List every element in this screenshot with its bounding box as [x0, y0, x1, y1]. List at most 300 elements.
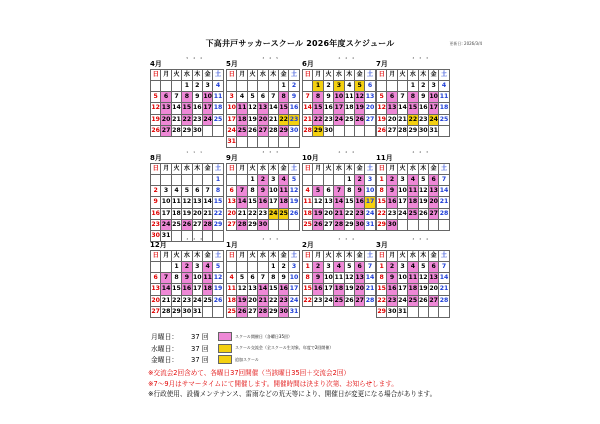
day-cell: 2	[387, 175, 397, 186]
day-cell: 11	[237, 103, 247, 114]
day-cell: 13	[192, 197, 202, 208]
weekday-header: 日	[151, 70, 161, 81]
day-cell: 27	[428, 208, 438, 219]
day-cell: 17	[334, 103, 344, 114]
day-cell: 29	[313, 125, 323, 136]
day-cell: 23	[151, 219, 161, 230]
month-table	[150, 163, 224, 242]
day-cell: 22	[408, 114, 418, 125]
day-cell	[418, 219, 428, 230]
day-cell	[258, 262, 268, 273]
weekday-header: 水	[182, 164, 192, 175]
day-cell: 14	[365, 273, 375, 284]
day-cell: 28	[202, 219, 212, 230]
day-cell: 3	[365, 175, 375, 186]
day-cell: 9	[313, 273, 323, 284]
day-cell: 1	[182, 81, 192, 92]
day-cell	[227, 81, 237, 92]
day-cell: 5	[237, 273, 247, 284]
day-cell: 4	[408, 175, 418, 186]
day-cell: 11	[408, 273, 418, 284]
day-cell: 16	[354, 197, 364, 208]
day-cell: 2	[418, 81, 428, 92]
day-cell: 17	[268, 197, 278, 208]
month-table	[302, 69, 376, 137]
weekday-header: 月	[237, 164, 247, 175]
legend-school-day: スクール開催日（各曜日35回）	[218, 331, 333, 343]
day-cell: 30	[354, 219, 364, 230]
day-cell: 18	[408, 284, 418, 295]
day-cell: 21	[303, 114, 313, 125]
day-cell: 29	[268, 306, 278, 317]
day-cell: 26	[151, 125, 161, 136]
day-cell	[213, 306, 223, 317]
day-cell: 21	[161, 295, 171, 306]
day-cell: 12	[182, 197, 192, 208]
day-cell: 24	[289, 295, 299, 306]
day-cell: 27	[161, 125, 171, 136]
day-cell	[247, 262, 257, 273]
day-cell: 24	[227, 125, 237, 136]
day-cell: 14	[237, 197, 247, 208]
day-cell	[202, 306, 212, 317]
day-cell	[151, 81, 161, 92]
day-cell: 14	[439, 273, 449, 284]
month-table	[302, 250, 376, 307]
day-cell: 17	[161, 208, 171, 219]
day-cell: 6	[428, 175, 438, 186]
day-cell: 10	[323, 273, 333, 284]
weekday-header: 木	[344, 70, 354, 81]
legend-swatch	[218, 344, 232, 353]
day-cell: 9	[278, 273, 288, 284]
day-cell: 11	[439, 92, 449, 103]
day-cell	[237, 175, 247, 186]
day-cell: 18	[227, 295, 237, 306]
day-cell: 19	[377, 114, 387, 125]
month-session-count: 3 3 4	[338, 237, 356, 241]
day-cell: 23	[289, 114, 299, 125]
weekday-header: 土	[289, 251, 299, 262]
day-cell: 7	[303, 92, 313, 103]
weekday-header: 月	[313, 251, 323, 262]
day-cell: 22	[268, 295, 278, 306]
day-cell	[213, 125, 223, 136]
day-cell: 20	[428, 197, 438, 208]
day-cell: 11	[202, 273, 212, 284]
day-cell: 23	[278, 295, 288, 306]
weekday-header: 火	[247, 251, 257, 262]
day-cell: 5	[418, 175, 428, 186]
count-wednesday: 水曜日： 37 回	[151, 344, 209, 353]
day-cell: 5	[377, 92, 387, 103]
weekday-header: 水	[258, 70, 268, 81]
day-cell: 1	[313, 81, 323, 92]
day-cell: 16	[182, 284, 192, 295]
weekday-header: 日	[227, 251, 237, 262]
day-cell: 13	[323, 197, 333, 208]
day-cell	[258, 81, 268, 92]
legend-exchange: スクール交流会（全スクール生対象、年度で2回開催）	[218, 343, 333, 355]
month-label: 9月	[226, 154, 238, 162]
day-cell: 19	[237, 295, 247, 306]
month-table	[302, 163, 376, 231]
weekday-header: 金	[428, 251, 438, 262]
weekday-header: 金	[354, 70, 364, 81]
day-cell: 29	[182, 125, 192, 136]
weekday-header: 木	[418, 251, 428, 262]
legend	[218, 331, 333, 366]
day-cell: 26	[289, 208, 299, 219]
day-cell: 4	[334, 262, 344, 273]
month-session-count: 3 3 3	[262, 237, 280, 241]
day-cell: 27	[151, 306, 161, 317]
weekday-header: 土	[365, 251, 375, 262]
weekday-header: 土	[213, 251, 223, 262]
month-label: 5月	[226, 60, 238, 68]
day-cell: 26	[377, 125, 387, 136]
weekday-header: 土	[439, 70, 449, 81]
day-cell: 27	[258, 125, 268, 136]
weekday-header: 月	[387, 70, 397, 81]
day-cell: 17	[192, 284, 202, 295]
day-cell	[439, 125, 449, 136]
day-cell: 28	[365, 295, 375, 306]
day-cell: 17	[202, 103, 212, 114]
day-cell: 15	[344, 197, 354, 208]
day-cell: 1	[171, 262, 181, 273]
day-cell: 10	[227, 103, 237, 114]
weekday-header: 土	[213, 164, 223, 175]
day-cell: 18	[303, 208, 313, 219]
month-label: 10月	[302, 154, 319, 162]
day-cell: 7	[439, 262, 449, 273]
day-cell: 7	[397, 92, 407, 103]
weekday-header: 水	[408, 251, 418, 262]
day-cell: 28	[303, 125, 313, 136]
day-cell: 3	[397, 175, 407, 186]
month-calendar	[302, 56, 375, 137]
day-cell: 7	[439, 175, 449, 186]
day-cell: 7	[237, 186, 247, 197]
month-calendar	[150, 150, 223, 242]
day-cell: 8	[171, 273, 181, 284]
day-cell: 6	[161, 92, 171, 103]
day-cell: 8	[182, 92, 192, 103]
day-cell: 14	[268, 103, 278, 114]
day-cell	[428, 306, 438, 317]
month-label: 2月	[302, 241, 314, 249]
weekday-header: 火	[323, 70, 333, 81]
day-cell	[151, 262, 161, 273]
day-cell	[161, 81, 171, 92]
day-cell: 5	[182, 186, 192, 197]
day-cell: 23	[313, 295, 323, 306]
day-cell	[418, 306, 428, 317]
day-cell: 12	[377, 103, 387, 114]
day-cell: 5	[354, 81, 364, 92]
day-cell: 7	[334, 186, 344, 197]
day-cell: 3	[268, 175, 278, 186]
day-cell: 3	[334, 81, 344, 92]
day-cell: 6	[227, 186, 237, 197]
day-cell: 18	[408, 197, 418, 208]
day-cell: 10	[365, 186, 375, 197]
day-cell: 13	[227, 197, 237, 208]
weekday-header: 月	[161, 70, 171, 81]
day-cell: 20	[354, 284, 364, 295]
day-cell: 14	[202, 197, 212, 208]
day-cell: 21	[237, 208, 247, 219]
day-cell	[227, 175, 237, 186]
day-cell	[408, 306, 418, 317]
day-cell: 5	[213, 262, 223, 273]
weekday-header: 月	[161, 251, 171, 262]
month-session-count: 3 3 3	[186, 237, 204, 241]
month-table	[150, 250, 224, 318]
day-cell: 5	[313, 186, 323, 197]
day-cell: 29	[408, 125, 418, 136]
day-cell: 30	[258, 219, 268, 230]
weekday-header: 月	[387, 164, 397, 175]
day-cell: 8	[247, 186, 257, 197]
month-label: 3月	[376, 241, 388, 249]
day-cell: 3	[192, 262, 202, 273]
month-session-count: 3 4 5	[262, 56, 280, 60]
weekday-header: 金	[428, 164, 438, 175]
day-cell: 21	[258, 295, 268, 306]
day-cell: 3	[428, 81, 438, 92]
day-cell: 22	[344, 208, 354, 219]
day-cell: 25	[344, 114, 354, 125]
day-cell	[397, 81, 407, 92]
day-cell: 11	[344, 92, 354, 103]
day-cell: 27	[354, 295, 364, 306]
day-cell: 26	[247, 125, 257, 136]
day-cell	[161, 262, 171, 273]
weekday-header: 木	[268, 251, 278, 262]
day-cell: 7	[161, 273, 171, 284]
weekday-header: 木	[268, 70, 278, 81]
weekday-header: 水	[182, 70, 192, 81]
day-cell: 2	[192, 81, 202, 92]
month-label: 12月	[150, 241, 167, 249]
day-cell	[278, 219, 288, 230]
day-cell: 16	[313, 284, 323, 295]
day-cell: 1	[268, 262, 278, 273]
weekday-header: 土	[289, 164, 299, 175]
day-cell: 4	[227, 273, 237, 284]
weekday-header: 日	[227, 70, 237, 81]
day-cell: 31	[289, 306, 299, 317]
day-cell: 5	[418, 262, 428, 273]
month-label: 7月	[376, 60, 388, 68]
day-cell: 24	[397, 295, 407, 306]
weekday-header: 金	[354, 251, 364, 262]
day-cell: 26	[344, 295, 354, 306]
day-cell: 1	[213, 175, 223, 186]
day-cell: 27	[365, 114, 375, 125]
weekday-header: 木	[192, 251, 202, 262]
weekday-header: 月	[387, 251, 397, 262]
day-cell: 14	[334, 197, 344, 208]
month-label: 8月	[150, 154, 162, 162]
day-cell: 13	[365, 92, 375, 103]
day-cell: 16	[418, 103, 428, 114]
day-cell: 25	[227, 306, 237, 317]
day-cell: 19	[247, 114, 257, 125]
day-cell: 2	[323, 81, 333, 92]
day-cell: 25	[408, 208, 418, 219]
day-cell: 8	[278, 92, 288, 103]
weekday-header: 日	[303, 164, 313, 175]
day-cell: 21	[439, 197, 449, 208]
day-cell: 1	[408, 81, 418, 92]
day-cell: 15	[171, 284, 181, 295]
month-calendar	[376, 150, 449, 231]
day-cell: 31	[227, 136, 237, 147]
day-cell: 6	[387, 92, 397, 103]
day-cell: 21	[202, 208, 212, 219]
day-cell: 20	[161, 114, 171, 125]
day-cell: 1	[377, 175, 387, 186]
day-cell: 9	[354, 186, 364, 197]
day-cell: 27	[227, 219, 237, 230]
day-cell: 28	[334, 219, 344, 230]
day-cell: 26	[313, 219, 323, 230]
day-cell: 10	[428, 92, 438, 103]
day-cell: 18	[439, 103, 449, 114]
day-cell: 16	[192, 103, 202, 114]
day-cell: 31	[161, 230, 171, 241]
day-cell: 24	[192, 295, 202, 306]
day-cell: 18	[334, 284, 344, 295]
month-table	[376, 163, 450, 231]
day-cell: 18	[344, 103, 354, 114]
day-cell	[387, 81, 397, 92]
day-cell: 23	[258, 208, 268, 219]
month-table	[376, 69, 450, 137]
day-cell	[408, 219, 418, 230]
day-cell: 25	[334, 295, 344, 306]
day-cell: 25	[202, 295, 212, 306]
day-cell: 22	[377, 295, 387, 306]
day-cell: 19	[182, 208, 192, 219]
day-cell	[268, 219, 278, 230]
day-cell: 27	[323, 219, 333, 230]
day-cell: 30	[151, 230, 161, 241]
weekday-header: 水	[334, 70, 344, 81]
weekday-header: 土	[213, 70, 223, 81]
day-cell	[377, 81, 387, 92]
day-cell: 11	[334, 273, 344, 284]
day-cell: 6	[258, 92, 268, 103]
day-cell: 6	[247, 273, 257, 284]
day-cell: 28	[161, 306, 171, 317]
day-cell: 16	[323, 103, 333, 114]
day-cell: 20	[258, 114, 268, 125]
day-cell: 9	[387, 273, 397, 284]
day-cell	[247, 81, 257, 92]
day-cell: 20	[192, 208, 202, 219]
month-calendar	[226, 56, 299, 148]
day-cell: 10	[397, 186, 407, 197]
day-cell: 4	[213, 81, 223, 92]
day-cell: 10	[289, 273, 299, 284]
day-cell	[278, 136, 288, 147]
day-cell: 19	[151, 114, 161, 125]
day-cell	[354, 125, 364, 136]
day-cell: 31	[397, 306, 407, 317]
day-cell: 3	[323, 262, 333, 273]
day-cell: 21	[334, 208, 344, 219]
day-cell: 24	[202, 114, 212, 125]
day-cell: 14	[171, 103, 181, 114]
weekday-header: 木	[344, 164, 354, 175]
weekday-header: 日	[151, 164, 161, 175]
count-friday: 金曜日： 37 回	[151, 356, 209, 364]
day-cell	[268, 81, 278, 92]
day-cell: 14	[397, 103, 407, 114]
day-cell: 16	[258, 197, 268, 208]
day-cell: 26	[418, 208, 428, 219]
weekday-header: 金	[354, 164, 364, 175]
day-cell: 6	[323, 186, 333, 197]
day-cell: 28	[268, 125, 278, 136]
day-cell: 24	[334, 114, 344, 125]
month-session-count: 3 3 3	[412, 56, 430, 60]
day-cell	[313, 175, 323, 186]
day-cell: 9	[258, 186, 268, 197]
weekday-header: 木	[268, 164, 278, 175]
day-cell: 16	[387, 284, 397, 295]
weekday-header: 月	[237, 251, 247, 262]
weekday-header: 日	[151, 251, 161, 262]
day-cell: 15	[377, 197, 387, 208]
weekday-header: 火	[323, 164, 333, 175]
day-cell	[192, 175, 202, 186]
day-cell: 4	[303, 186, 313, 197]
day-cell: 26	[237, 306, 247, 317]
day-cell: 4	[439, 81, 449, 92]
day-cell: 13	[387, 103, 397, 114]
day-cell: 7	[171, 92, 181, 103]
day-cell: 5	[344, 262, 354, 273]
day-cell: 13	[354, 273, 364, 284]
month-table	[226, 163, 300, 231]
day-cell: 10	[202, 92, 212, 103]
day-cell: 17	[323, 284, 333, 295]
day-cell: 5	[247, 92, 257, 103]
day-cell: 23	[418, 114, 428, 125]
day-cell: 17	[397, 197, 407, 208]
weekday-header: 火	[171, 164, 181, 175]
day-cell	[182, 175, 192, 186]
day-cell	[151, 175, 161, 186]
legend-additional: 追加スクール	[218, 354, 333, 366]
day-cell: 13	[428, 186, 438, 197]
day-cell: 22	[377, 208, 387, 219]
weekday-header: 金	[202, 164, 212, 175]
day-cell: 15	[268, 284, 278, 295]
day-cell: 6	[192, 186, 202, 197]
day-cell: 24	[323, 295, 333, 306]
month-label: 11月	[376, 154, 393, 162]
day-cell: 13	[151, 284, 161, 295]
day-cell: 10	[397, 273, 407, 284]
weekday-header: 火	[397, 251, 407, 262]
day-cell: 28	[258, 306, 268, 317]
